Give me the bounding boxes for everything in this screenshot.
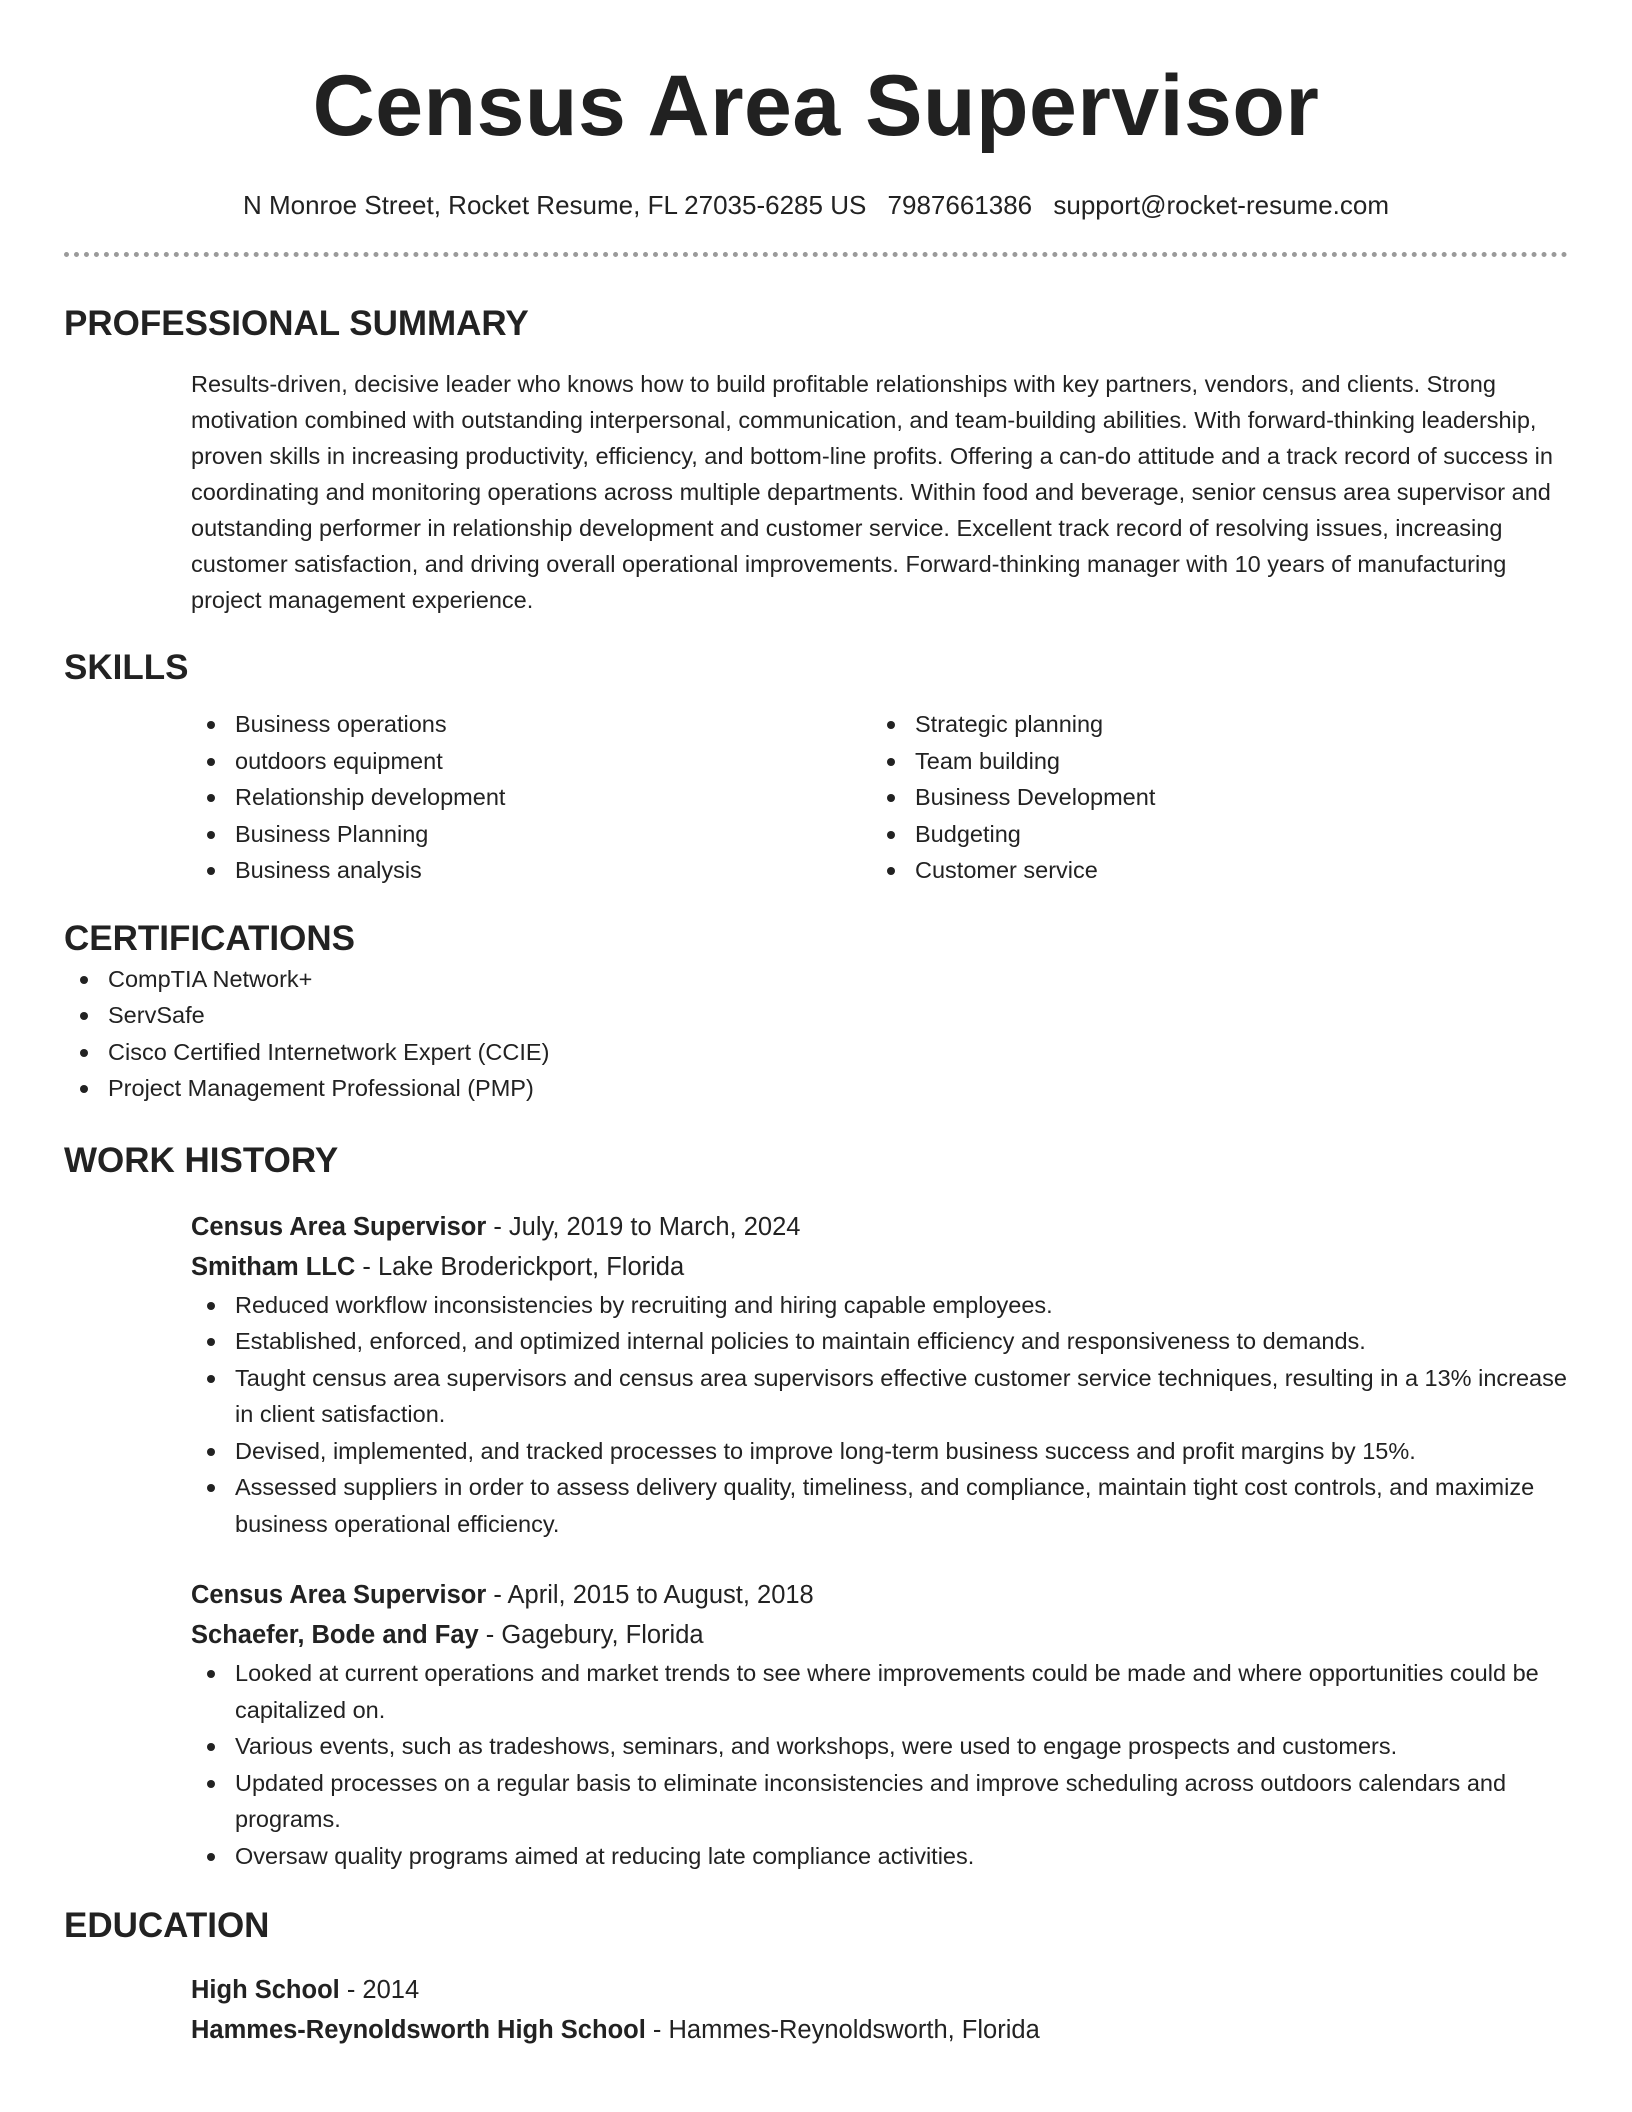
contact-address: N Monroe Street, Rocket Resume, FL 27035-6285 US [242,190,867,220]
job-location: - Lake Broderickport, Florida [355,1252,685,1281]
skills-grid [191,706,1568,889]
contact-phone: 7987661386 [887,190,1033,220]
skills-left-column [191,706,871,889]
job-bullets [191,1287,1568,1543]
job-company-line [191,1247,1568,1287]
job-bullet: Updated processes on a regular basis to eliminate inconsistencies and improve scheduling across outdoors calendars and programs. [191,1765,1568,1838]
job-bullet: Looked at current operations and market trends to see where improvements could be made and where opportunities could be capitalized on. [191,1655,1568,1728]
skills-section [64,646,1568,889]
job-bullet: Oversaw quality programs aimed at reducing late compliance activities. [191,1838,1568,1875]
job-company: Schaefer, Bode and Fay [191,1621,479,1649]
skills-heading: SKILLS [64,648,189,687]
job-entry-2 [191,1575,1568,1874]
skill-item: Business analysis [191,852,871,889]
work-history-section [64,1139,1568,1875]
job-bullet: Devised, implemented, and tracked processes to improve long-term business success and profit margins by 15%. [191,1433,1568,1470]
job-role: Census Area Supervisor [191,1212,487,1241]
skill-item: Strategic planning [871,706,1551,743]
job-title-line [191,1575,1568,1615]
certification-item: Cisco Certified Internetwork Expert (CCIE) [64,1034,1568,1071]
job-dates: - April, 2015 to August, 2018 [486,1581,814,1609]
job-bullet: Various events, such as tradeshows, seminars, and workshops, were used to engage prospects and customers. [191,1728,1568,1765]
skill-item: Team building [871,743,1551,780]
skill-item: Budgeting [871,816,1551,853]
skill-item: outdoors equipment [191,743,871,780]
education-heading: EDUCATION [64,1906,270,1945]
skill-item: Business Development [871,779,1551,816]
certification-item: CompTIA Network+ [64,961,1568,998]
skill-item: Business operations [191,706,871,743]
job-location: - Gagebury, Florida [478,1621,704,1649]
job-bullet: Reduced workflow inconsistencies by recruiting and hiring capable employees. [191,1287,1568,1324]
skill-item: Customer service [871,852,1551,889]
education-school-line [191,2010,1568,2050]
certification-item: Project Management Professional (PMP) [64,1070,1568,1107]
job-dates: - July, 2019 to March, 2024 [486,1212,801,1241]
job-bullets [191,1655,1568,1874]
header-divider [64,252,1568,257]
candidate-name: Census Area Supervisor [312,58,1320,154]
work-history-heading: WORK HISTORY [64,1140,339,1180]
contact-email: support@rocket-resume.com [1053,190,1390,220]
summary-heading: PROFESSIONAL SUMMARY [64,304,529,343]
education-section [64,1904,1568,2050]
education-school: Hammes-Reynoldsworth High School [191,2016,646,2044]
job-bullet: Assessed suppliers in order to assess delivery quality, timeliness, and compliance, maintain tight cost controls, and maximize business operational efficiency. [191,1469,1568,1542]
certifications-section [64,917,1568,1107]
skill-item: Business Planning [191,816,871,853]
education-location: - Hammes-Reynoldsworth, Florida [645,2016,1040,2044]
certifications-heading: CERTIFICATIONS [64,918,356,958]
summary-text: Results-driven, decisive leader who knows how to build profitable relationships with key partners, vendors, and clients. Strong motivation combined with outstanding interpersonal, communication, and team-building abilities. With forward-thinking leadership, proven skills in increasing productivity, efficiency, and bottom-line profits. Offering a can-do attitude and a track record of success in coordinating and monitoring operations across multiple departments. Within food and beverage, senior census area supervisor and outstanding performer in relationship development and customer service. Excellent track record of resolving issues, increasing customer satisfaction, and driving overall operational improvements. Forward-thinking manager with 10 years of manufacturing project management experience. [191,371,1553,613]
certifications-list [64,961,1568,1107]
education-entry [191,1970,1568,2050]
job-company: Smitham LLC [191,1252,356,1281]
job-role: Census Area Supervisor [191,1581,487,1609]
job-entry-1 [191,1207,1568,1543]
contact-line [64,188,1568,222]
education-degree-line [191,1970,1568,2010]
job-title-line [191,1207,1568,1247]
summary-section [64,302,1568,618]
education-degree: High School [191,1976,340,2004]
skill-item: Relationship development [191,779,871,816]
job-bullet: Taught census area supervisors and census area supervisors effective customer service techniques, resulting in a 13% increase in client satisfaction. [191,1360,1568,1433]
certification-item: ServSafe [64,997,1568,1034]
job-company-line [191,1615,1568,1655]
skills-right-column [871,706,1551,889]
job-bullet: Established, enforced, and optimized internal policies to maintain efficiency and responsiveness to demands. [191,1323,1568,1360]
education-year: - 2014 [339,1976,420,2004]
